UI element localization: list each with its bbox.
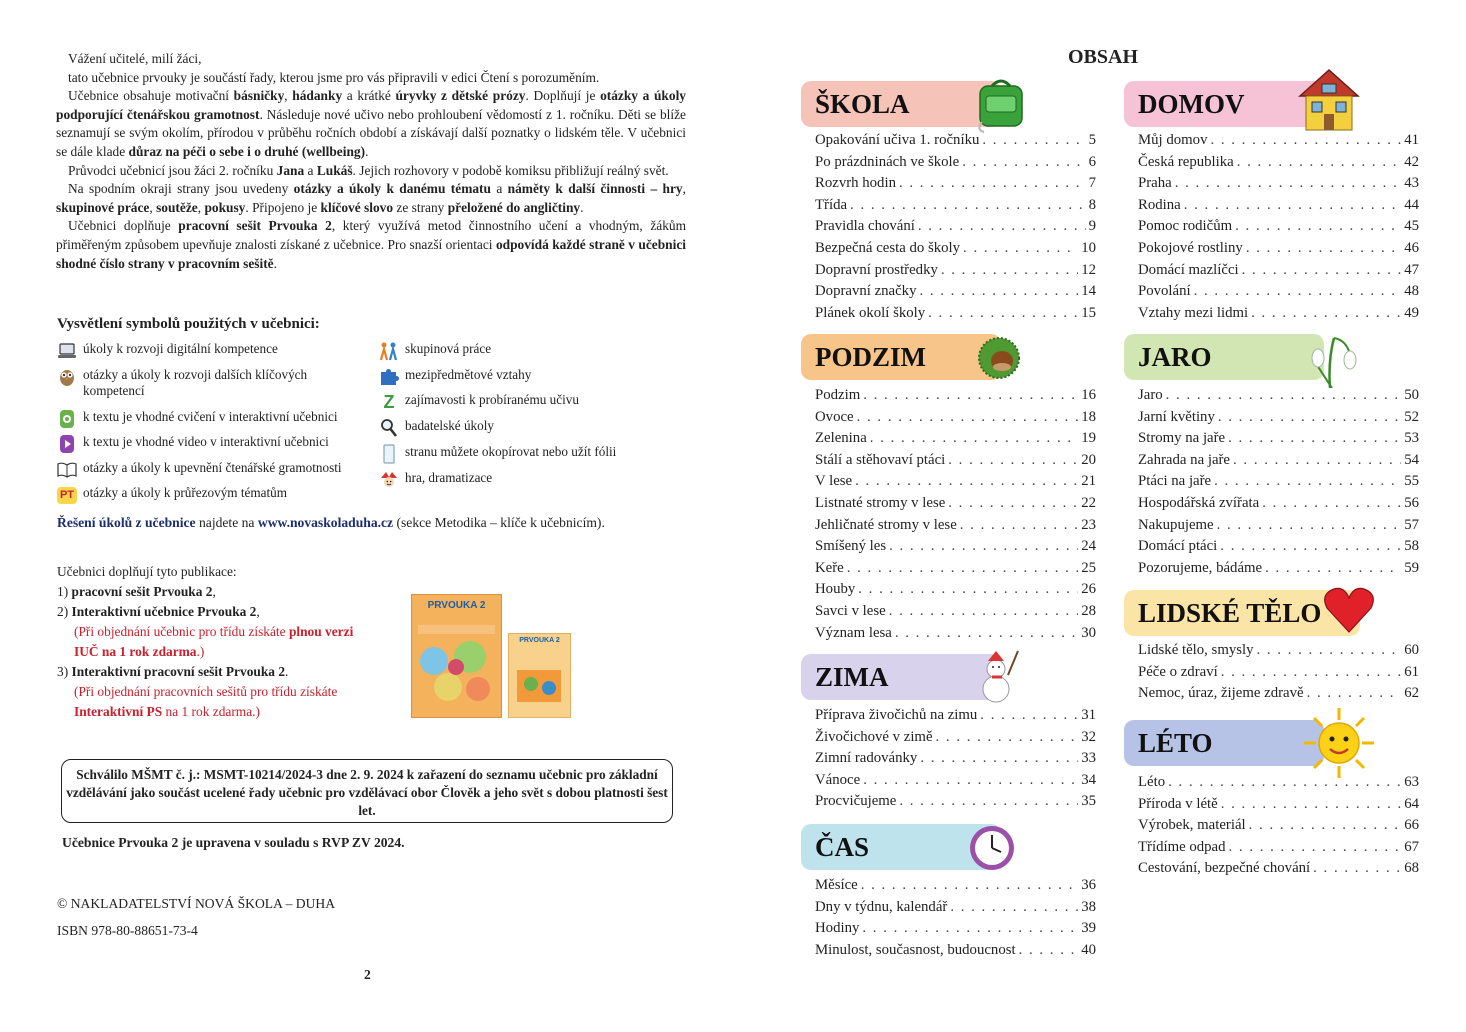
toc-item[interactable]: Houby . . . 26	[815, 581, 1096, 603]
textbook-cover	[411, 594, 502, 718]
intro-p5: Učebnici doplňuje pracovní sešit Prvouka 2, který využívá metod činnostního učení a vhodným, žákům přiměřeným způsobem upevňuje znalosti získané z učebnice. Pro snazší orientaci odpovídá každé straně v učebnici shodné číslo strany v pracovním sešitě.	[56, 218, 687, 271]
interactive-exercise-icon	[57, 409, 77, 429]
legend-text: skupinová práce	[405, 341, 492, 356]
toc-item[interactable]: Význam lesa . . . 30	[815, 625, 1096, 647]
toc-item[interactable]: Savci v lese . . . 28	[815, 603, 1096, 625]
toc-item[interactable]: Keře . . . 25	[815, 560, 1096, 582]
intro-p1: tato učebnice prvouky je součástí řady, kterou jsme pro vás připravili v edici Čtení s porozuměním.	[68, 69, 600, 85]
snowman-icon	[976, 647, 1020, 710]
group-icon	[379, 341, 399, 361]
section-header-zima: ZIMA	[801, 654, 1001, 700]
toc-item[interactable]: Po prázdninách ve škole . . . 6	[815, 154, 1096, 176]
magnifier-icon	[379, 418, 399, 438]
toc-title: OBSAH	[1068, 46, 1139, 68]
legend-item	[379, 470, 679, 490]
legend-text: úkoly k rozvoji digitální kompetence	[83, 341, 278, 356]
section-header-domov: DOMOV	[1124, 81, 1324, 127]
toc-item[interactable]: Třídíme odpad . . . 67	[1138, 839, 1419, 861]
legend-item	[379, 367, 679, 387]
legend-item	[57, 434, 377, 454]
isbn: ISBN 978-80-88651-73-4	[57, 923, 198, 938]
intro-p2: Učebnice obsahuje motivační básničky, hádanky a krátké úryvky z dětské prózy. Doplňují je otázky a úkoly podporující čtenářskou gramotnost. Následuje nové učivo nebo prohloubení vědomostí z 1. ročníku. Děti se blíže seznamují se svým okolím, přírodou v průběhu ročních období a získávají další poznatky o lidském těle. V učebnici se dále klade důraz na péči o sebe i o druhé (wellbeing).	[56, 88, 686, 159]
foil-icon	[379, 444, 399, 464]
legend-item	[57, 460, 377, 480]
toc-item[interactable]: Příprava živočichů na zimu . . . 31	[815, 707, 1096, 729]
toc-list-lidske-telo	[1138, 642, 1419, 707]
legend-item	[57, 367, 357, 399]
legend-text: badatelské úkoly	[405, 418, 494, 433]
cover-title: PRVOUKA 2	[427, 600, 486, 611]
toc-item[interactable]: Jehličnaté stromy v lese . . . 23	[815, 517, 1096, 539]
toc-item[interactable]: Podzim . . . 16	[815, 387, 1096, 409]
toc-item[interactable]: Pomoc rodičům . . . 45	[1138, 218, 1419, 240]
toc-item[interactable]: V lese . . . 21	[815, 473, 1096, 495]
house-icon	[1298, 66, 1360, 137]
pub-note: (Při objednání pracovních sešitů pro třídu získáte Interaktivní PS na 1 rok zdarma.)	[74, 684, 338, 719]
toc-item[interactable]: Cestování, bezpečné chování . . . 68	[1138, 860, 1419, 882]
cover-title: PRVOUKA 2	[519, 637, 560, 644]
legend-item	[57, 485, 377, 505]
toc-item[interactable]: Lidské tělo, smysly . . . 60	[1138, 642, 1419, 664]
video-icon	[57, 434, 77, 454]
legend-text: stranu můžete okopírovat nebo užít fólii	[405, 444, 617, 459]
toc-item[interactable]: Pozorujeme, bádáme . . . 59	[1138, 560, 1419, 582]
toc-item[interactable]: Stálí a stěhovaví ptáci . . . 20	[815, 452, 1096, 474]
toc-list-cas	[815, 877, 1096, 963]
toc-list-leto	[1138, 774, 1419, 882]
publisher: © NAKLADATELSTVÍ NOVÁ ŠKOLA – DUHA	[57, 896, 336, 911]
toc-item[interactable]: Plánek okolí školy . . . 15	[815, 305, 1096, 327]
section-header-leto: LÉTO	[1124, 720, 1324, 766]
toc-item[interactable]: Hospodářská zvířata . . . 56	[1138, 495, 1419, 517]
snowdrop-icon	[1306, 330, 1362, 393]
toc-list-podzim	[815, 387, 1096, 646]
toc-item[interactable]: Opakování učiva 1. ročníku . . . 5	[815, 132, 1096, 154]
legend-text: mezipředmětové vztahy	[405, 367, 532, 382]
toc-item[interactable]: Domácí ptáci . . . 58	[1138, 538, 1419, 560]
legend-text: otázky a úkoly k rozvoji dalších klíčových kompetencí	[83, 367, 308, 398]
toc-item[interactable]: Povolání . . . 48	[1138, 283, 1419, 305]
intro-p3: Průvodci učebnicí jsou žáci 2. ročníku Jana a Lukáš. Jejich rozhovory v podobě komiksu přibližují reálný svět.	[68, 162, 669, 178]
legend-item	[57, 409, 377, 429]
backpack-icon	[972, 74, 1032, 139]
pub-item: 3) Interaktivní pracovní sešit Prvouka 2.	[57, 664, 289, 679]
section-header-jaro: JARO	[1124, 334, 1324, 380]
section-header-skola: ŠKOLA	[801, 81, 1001, 127]
legend-text: otázky a úkoly k průřezovým tématům	[83, 485, 287, 500]
workbook-cover	[508, 633, 571, 718]
toc-item[interactable]: Výrobek, materiál . . . 66	[1138, 817, 1419, 839]
toc-item[interactable]: Nemoc, úraz, žijeme zdravě . . . 62	[1138, 685, 1419, 707]
toc-item[interactable]: Ovoce . . . 18	[815, 409, 1096, 431]
toc-item[interactable]: Listnaté stromy v lese . . . 22	[815, 495, 1096, 517]
toc-item[interactable]: Dopravní prostředky . . . 12	[815, 262, 1096, 284]
toc-item[interactable]: Třída . . . 8	[815, 197, 1096, 219]
toc-item[interactable]: Vánoce . . . 34	[815, 772, 1096, 794]
toc-item[interactable]: Jaro . . . 50	[1138, 387, 1419, 409]
legend-item	[57, 341, 377, 361]
z-icon: Z	[383, 392, 395, 412]
toc-list-jaro	[1138, 387, 1419, 581]
heart-icon	[1322, 586, 1376, 639]
toc-item[interactable]: Rozvrh hodin . . . 7	[815, 175, 1096, 197]
owl-icon	[57, 367, 77, 387]
section-header-cas: ČAS	[801, 824, 1001, 870]
toc-item[interactable]: Minulost, současnost, budoucnost . . . 40	[815, 942, 1096, 964]
toc-item[interactable]: Praha . . . 43	[1138, 175, 1419, 197]
legend-text: zajímavosti k probíranému učivu	[405, 392, 579, 407]
approval-box: Schválilo MŠMT č. j.: MSMT-10214/2024-3 dne 2. 9. 2024 k zařazení do seznamu učebnic pro základní vzdělávání jako součást ucelené řady učebnic pro vzdělávací obor Člověk a jeho svět s dobou platnosti šest let.	[61, 759, 673, 823]
toc-item[interactable]: Dopravní značky . . . 14	[815, 283, 1096, 305]
pub-item: 1) pracovní sešit Prvouka 2,	[57, 584, 216, 599]
toc-item[interactable]: Léto . . . 63	[1138, 774, 1419, 796]
legend-text: otázky a úkoly k upevnění čtenářské gramotnosti	[83, 460, 342, 475]
legend-item	[379, 418, 679, 438]
puzzle-icon	[379, 367, 399, 387]
legend-heading: Vysvětlení symbolů použitých v učebnici:	[57, 316, 320, 332]
book-icon	[57, 460, 77, 480]
toc-item[interactable]: Rodina . . . 44	[1138, 197, 1419, 219]
legend-item	[379, 444, 679, 464]
toc-item[interactable]: Měsíce . . . 36	[815, 877, 1096, 899]
publications-list	[57, 562, 377, 722]
section-header-podzim: PODZIM	[801, 334, 1001, 380]
rvp-note: Učebnice Prvouka 2 je upravena v souladu s RVP ZV 2024.	[62, 835, 405, 850]
toc-item[interactable]: Domácí mazlíčci . . . 47	[1138, 262, 1419, 284]
solutions-note: Řešení úkolů z učebnice najdete na www.novaskoladuha.cz (sekce Metodika – klíče k učebnicím).	[57, 515, 605, 530]
pub-item: 2) Interaktivní učebnice Prvouka 2,	[57, 604, 260, 619]
toc-list-skola	[815, 132, 1096, 326]
toc-item[interactable]: Česká republika . . . 42	[1138, 154, 1419, 176]
toc-item[interactable]: Hodiny . . . 39	[815, 920, 1096, 942]
section-header-lidske-telo: LIDSKÉ TĚLO	[1124, 590, 1360, 636]
toc-item[interactable]: Zimní radovánky . . . 33	[815, 750, 1096, 772]
legend-text: hra, dramatizace	[405, 470, 493, 485]
legend-text: k textu je vhodné cvičení v interaktivní učebnici	[83, 409, 338, 424]
jester-icon	[379, 470, 399, 490]
pubs-intro: Učebnici doplňují tyto publikace:	[57, 564, 237, 579]
toc-item[interactable]: Pravidla chování . . . 9	[815, 218, 1096, 240]
toc-item[interactable]: Živočichové v zimě . . . 32	[815, 729, 1096, 751]
greeting: Vážení učitelé, milí žáci,	[68, 51, 202, 66]
toc-item[interactable]: Pokojové rostliny . . . 46	[1138, 240, 1419, 262]
toc-item[interactable]: Stromy na jaře . . . 53	[1138, 430, 1419, 452]
page-number: 2	[364, 967, 371, 982]
clock-icon	[967, 823, 1017, 878]
toc-list-domov	[1138, 132, 1419, 326]
chestnut-icon	[975, 334, 1023, 387]
website-link[interactable]: www.novaskoladuha.cz	[257, 515, 394, 530]
toc-item[interactable]: Zahrada na jaře . . . 54	[1138, 452, 1419, 474]
legend-item	[379, 341, 679, 361]
toc-item[interactable]: Jarní květiny . . . 52	[1138, 409, 1419, 431]
toc-item[interactable]: Dny v týdnu, kalendář . . . 38	[815, 899, 1096, 921]
intro-text	[56, 50, 686, 273]
toc-item[interactable]: Můj domov . . . 41	[1138, 132, 1419, 154]
toc-item[interactable]: Zelenina . . . 19	[815, 430, 1096, 452]
toc-item[interactable]: Péče o zdraví . . . 61	[1138, 664, 1419, 686]
toc-item[interactable]: Nakupujeme . . . 57	[1138, 517, 1419, 539]
toc-item[interactable]: Vztahy mezi lidmi . . . 49	[1138, 305, 1419, 327]
legend-text: k textu je vhodné video v interaktivní učebnici	[83, 434, 329, 449]
pub-note: (Při objednání učebnic pro třídu získáte plnou verzi IUČ na 1 rok zdarma.)	[74, 624, 354, 659]
computer-icon	[57, 341, 77, 361]
toc-item[interactable]: Ptáci na jaře . . . 55	[1138, 473, 1419, 495]
toc-list-zima	[815, 707, 1096, 815]
legend-item	[379, 392, 679, 412]
toc-item[interactable]: Smíšený les . . . 24	[815, 538, 1096, 560]
toc-item[interactable]: Procvičujeme . . . 35	[815, 793, 1096, 815]
intro-p4: Na spodním okraji strany jsou uvedeny otázky a úkoly k danému tématu a náměty k další činnosti – hry, skupinové práce, soutěže, pokusy. Připojeno je klíčové slovo ze strany přeložené do angličtiny.	[56, 181, 686, 215]
toc-item[interactable]: Bezpečná cesta do školy . . . 10	[815, 240, 1096, 262]
pt-icon: PT	[57, 485, 77, 505]
toc-item[interactable]: Příroda v létě . . . 64	[1138, 796, 1419, 818]
